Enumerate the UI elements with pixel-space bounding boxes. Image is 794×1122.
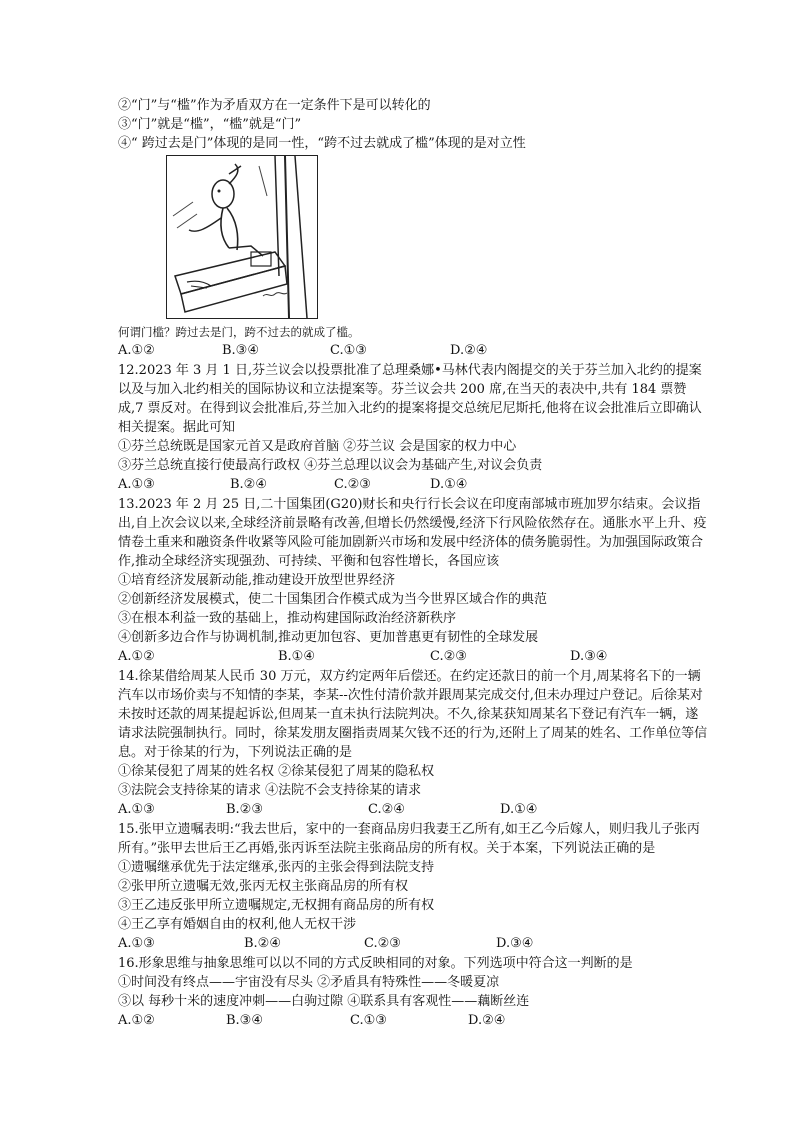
q13-block xyxy=(118,495,708,666)
q15-stem: 15.张甲立遗嘱表明:“我去世后，家中的一套商品房归我妻王乙所有,如王乙今后嫁人，则归我儿子张丙所有。”张甲去世后王乙再婚,张丙诉至法院主张商品房的所有权。关于本案，下列说法正确的是 xyxy=(118,822,700,856)
q13-option-a[interactable]: A.①② xyxy=(118,649,155,664)
q15-option-d[interactable]: D.③④ xyxy=(496,936,534,951)
q15-option-a[interactable]: A.①③ xyxy=(118,936,155,951)
q16-option-c[interactable]: C.①③ xyxy=(350,1013,387,1028)
q15-item-1: ①遗嘱继承优先于法定继承,张丙的主张会得到法院支持 xyxy=(118,860,435,875)
q16-options xyxy=(118,1011,708,1030)
q12-option-b[interactable]: B.②④ xyxy=(230,477,267,492)
q13-option-d[interactable]: D.③④ xyxy=(570,649,608,664)
q13-item-4: ④创新多边合作与协调机制,推动更加包容、更加普惠更有韧性的全球发展 xyxy=(118,630,539,645)
q13-option-b[interactable]: B.①④ xyxy=(278,649,315,664)
q12-items-2: ③芬兰总统直接行使最高行政权 ④芬兰总理以议会为基础产生,对议会负责 xyxy=(118,458,543,473)
q15-item-3: ③王乙违反张甲所立遗嘱规定,无权拥有商品房的所有权 xyxy=(118,898,435,913)
q12-options xyxy=(118,475,708,494)
q14-option-a[interactable]: A.①③ xyxy=(118,802,155,817)
q16-items-2: ③以 每秒十米的速度冲刺——白驹过隙 ④联系具有客观性——藕断丝连 xyxy=(118,994,530,1009)
q16-block xyxy=(118,954,708,1030)
q16-option-d[interactable]: D.②④ xyxy=(468,1013,506,1028)
q16-stem: 16.形象思维与抽象思维可以以不同的方式反映相同的对象。下列选项中符合这一判断的是 xyxy=(118,956,633,971)
q11-item-3: ③“门”就是“槛”，“槛”就是“门” xyxy=(118,117,302,132)
q12-option-d[interactable]: D.①④ xyxy=(430,477,468,492)
q15-item-2: ②张甲所立遗嘱无效,张丙无权主张商品房的所有权 xyxy=(118,879,409,894)
q11-option-a[interactable]: A.①② xyxy=(118,343,155,358)
q15-block xyxy=(118,820,708,953)
q12-block xyxy=(118,361,708,494)
q12-option-a[interactable]: A.①③ xyxy=(118,477,155,492)
q11-option-d[interactable]: D.②④ xyxy=(450,343,488,358)
q16-items-1: ①时间没有终点——宇宙没有尽头 ②矛盾具有特殊性——冬暖夏凉 xyxy=(118,975,500,990)
q14-stem: 14.徐某借给周某人民币 30 万元，双方约定两年后偿还。在约定还款日的前一个月,周某将名下的一辆汽车以市场价卖与不知情的李某，李某--次性付清价款并跟周某完成交付,但未办理过户登记。后徐某对未按时还款的周某提起诉讼,但周某一直未执行法院判决。不久,徐某获知周某名下登记有汽车一辆，遂请求法院强制执行。同时，徐某发朋友圈指责周某欠钱不还的行为,还附上了周某的姓名、工作单位等信息。对于徐某的行为，下列说法正确的是 xyxy=(118,669,708,760)
exam-page xyxy=(118,96,708,1030)
q13-item-1: ①培育经济发展新动能,推动建设开放型世界经济 xyxy=(118,573,396,588)
cartoon-figure xyxy=(166,155,318,319)
q14-option-c[interactable]: C.②④ xyxy=(368,802,405,817)
q14-option-d[interactable]: D.①④ xyxy=(500,802,538,817)
q12-stem: 12.2023 年 3 月 1 日,芬兰议会以投票批准了总理桑娜•马林代表内阁提交的关于芬兰加入北约的提案以及与加入北约相关的国际协议和立法提案等。芬兰议会共 200 席,在当天的表决中,共有 184 票赞成,7 票反对。在得到议会批准后,芬兰加入北约的提案将提交总统尼尼斯托,他将在议会批准后立即确认相关提案。据此可知 xyxy=(118,363,702,435)
q13-option-c[interactable]: C.②③ xyxy=(430,649,467,664)
q14-items-1: ①徐某侵犯了周某的姓名权 ②徐某侵犯了周某的隐私权 xyxy=(118,764,435,779)
q14-options xyxy=(118,800,708,819)
q13-item-3: ③在根本利益一致的基础上，推动构建国际政治经济新秩序 xyxy=(118,611,457,626)
cartoon-drawing xyxy=(167,156,317,318)
q15-option-c[interactable]: C.②③ xyxy=(364,936,401,951)
q16-option-a[interactable]: A.①② xyxy=(118,1013,155,1028)
q12-items-1: ①芬兰总统既是国家元首又是政府首脑 ②芬兰议 会是国家的权力中心 xyxy=(118,439,517,454)
q11-block xyxy=(118,96,708,360)
q15-options xyxy=(118,934,708,953)
q13-options xyxy=(118,647,708,666)
q13-item-2: ②创新经济发展模式，使二十国集团合作模式成为当今世界区域合作的典范 xyxy=(118,592,548,607)
q15-item-4: ④王乙享有婚姻自由的权利,他人无权干涉 xyxy=(118,917,357,932)
q11-option-b[interactable]: B.③④ xyxy=(222,343,259,358)
q14-items-2: ③法院会支持徐某的请求 ④法院不会支持徐某的请求 xyxy=(118,783,422,798)
q16-option-b[interactable]: B.③④ xyxy=(226,1013,263,1028)
q11-options xyxy=(118,341,708,360)
q15-option-b[interactable]: B.②④ xyxy=(244,936,281,951)
q11-option-c[interactable]: C.①③ xyxy=(330,343,367,358)
q14-block xyxy=(118,667,708,819)
q14-option-b[interactable]: B.②③ xyxy=(226,802,263,817)
cartoon-caption: 何谓门槛？跨过去是门，跨不过去的就成了槛。 xyxy=(118,325,360,339)
q13-stem: 13.2023 年 2 月 25 日,二十国集团(G20)财长和央行行长会议在印度南部城市班加罗尔结束。会议指出,自上次会议以来,全球经济前景略有改善,但增长仍然缓慢,经济下行风险依然存在。通胀水平上升、疫情卷土重来和融资条件收紧等风险可能加剧新兴市场和发展中经济体的债务脆弱性。为加强国际政策合作,推动全球经济实现强劲、可持续、平衡和包容性增长，各国应该 xyxy=(118,497,707,569)
q11-item-2: ②“门”与“槛”作为矛盾双方在一定条件下是可以转化的 xyxy=(118,98,431,113)
q12-option-c[interactable]: C.②③ xyxy=(334,477,371,492)
q11-item-4: ④“ 跨过去是门”体现的是同一性，“跨不过去就成了槛”体现的是对立性 xyxy=(118,136,526,151)
